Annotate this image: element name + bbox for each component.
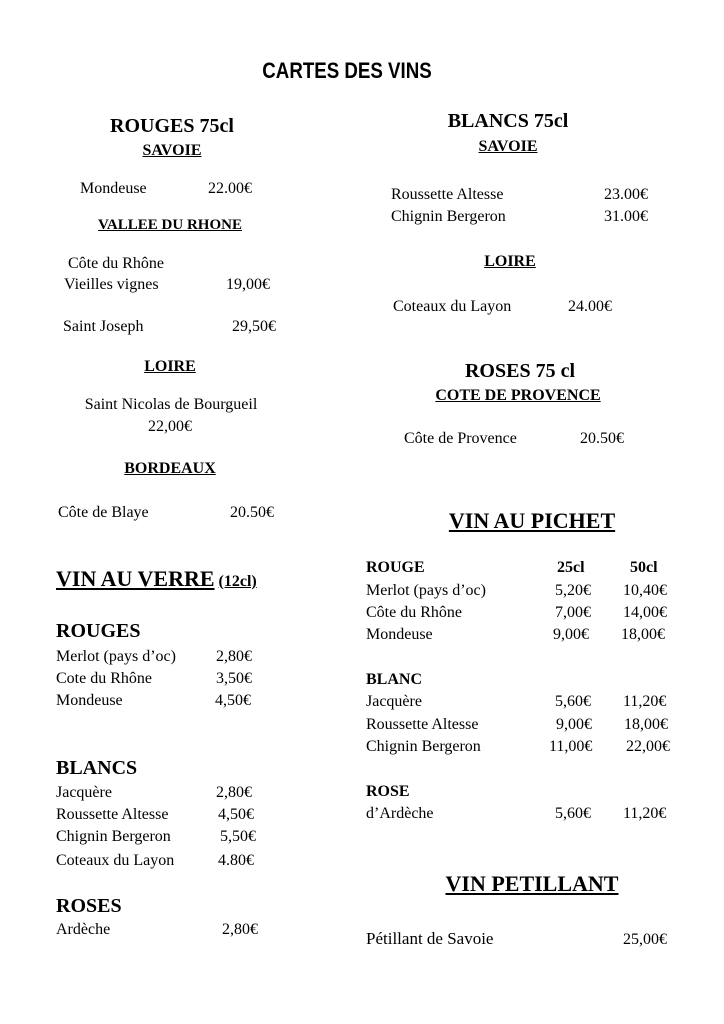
roussette-name: Roussette Altesse [391,186,504,203]
pichet-rose-0-p50: 11,20€ [623,805,667,822]
pichet-blanc-0-name: Jacquère [366,693,422,710]
petillant-price: 25,00€ [623,931,667,948]
pichet-blanc-heading: BLANC [366,671,423,688]
layon-name: Coteaux du Layon [393,298,512,315]
pichet-rouge-2-p25: 9,00€ [553,626,589,643]
rouges-savoie-heading: SAVOIE [142,142,202,159]
pichet-rouge-2-p50: 18,00€ [621,626,665,643]
verre-rouge-1-name: Cote du Rhône [56,670,152,687]
pichet-blanc-2-p25: 11,00€ [549,738,593,755]
verre-blanc-1-price: 4,50€ [218,806,254,823]
cdr-price: 19,00€ [226,276,270,293]
roses-75-header: ROSES 75 cl [464,360,576,382]
pichet-rouge-1-p25: 7,00€ [555,604,591,621]
pichet-blanc-1-p25: 9,00€ [556,716,592,733]
pichet-blanc-0-p25: 5,60€ [555,693,591,710]
verre-rouges-heading: ROUGES [56,620,141,642]
stjoseph-name: Saint Joseph [63,318,144,335]
verre-blanc-0-name: Jacquère [56,784,112,801]
mondeuse-price: 22.00€ [208,180,252,197]
pichet-blanc-2-name: Chignin Bergeron [366,738,481,755]
provence-price: 20.50€ [580,430,624,447]
verre-rouge-2-name: Mondeuse [56,692,123,709]
stnicolas-name: Saint Nicolas de Bourgueil [84,396,258,413]
petillant-header: VIN PETILLANT [445,871,619,896]
verre-blanc-1-name: Roussette Altesse [56,806,169,823]
pichet-rouge-1-name: Côte du Rhône [366,604,462,621]
blancs-loire-heading: LOIRE [484,253,536,270]
pichet-col-25cl: 25cl [557,559,585,576]
rhone-heading: VALLEE DU RHONE [98,217,242,233]
verre-rouge-0-price: 2,80€ [216,648,252,665]
verre-blanc-0-price: 2,80€ [216,784,252,801]
pichet-header: VIN AU PICHET [448,508,616,533]
verre-blanc-2-name: Chignin Bergeron [56,828,171,845]
verre-blanc-2-price: 5,50€ [220,828,256,845]
stnicolas-price: 22,00€ [148,418,192,435]
pichet-rouge-0-p50: 10,40€ [623,582,667,599]
roussette-price: 23.00€ [604,186,648,203]
mondeuse-name: Mondeuse [80,180,147,197]
bordeaux-heading: BORDEAUX [124,460,216,477]
rouges-loire-heading: LOIRE [144,358,196,375]
verre-header [56,566,257,592]
page-title: CARTES DES VINS [262,58,432,83]
pichet-blanc-0-p50: 11,20€ [623,693,667,710]
verre-blanc-3-name: Coteaux du Layon [56,852,175,869]
pichet-rouge-heading: ROUGE [366,559,425,576]
chignin-name: Chignin Bergeron [391,208,506,225]
pichet-col-50cl: 50cl [630,559,658,576]
verre-rouge-0-name: Merlot (pays d’oc) [56,648,176,665]
stjoseph-price: 29,50€ [232,318,276,335]
pichet-rouge-2-name: Mondeuse [366,626,433,643]
blaye-name: Côte de Blaye [58,504,149,521]
pichet-rouge-0-p25: 5,20€ [555,582,591,599]
provence-heading: COTE DE PROVENCE [435,387,601,404]
blancs-75-header: BLANCS 75cl [447,110,569,132]
pichet-rouge-0-name: Merlot (pays d’oc) [366,582,486,599]
pichet-rouge-1-p50: 14,00€ [623,604,667,621]
verre-roses-heading: ROSES [56,895,122,917]
petillant-name: Pétillant de Savoie [366,929,494,948]
blancs-savoie-heading: SAVOIE [478,138,538,155]
chignin-price: 31.00€ [604,208,648,225]
provence-name: Côte de Provence [404,430,517,447]
verre-rose-0-price: 2,80€ [222,921,258,938]
verre-rose-0-name: Ardèche [56,921,111,938]
verre-header-label: VIN AU VERRE [56,566,215,591]
verre-rouge-1-price: 3,50€ [216,670,252,687]
pichet-rose-0-p25: 5,60€ [555,805,591,822]
rouges-75-header: ROUGES 75cl [110,115,234,137]
verre-blancs-heading: BLANCS [56,757,138,779]
cdr-line1: Côte du Rhône [68,255,164,272]
pichet-rose-heading: ROSE [366,783,410,800]
blaye-price: 20.50€ [230,504,274,521]
layon-price: 24.00€ [568,298,612,315]
verre-blanc-3-price: 4.80€ [218,852,254,869]
cdr-line2: Vieilles vignes [64,276,159,293]
pichet-blanc-1-p50: 18,00€ [624,716,668,733]
verre-rouge-2-price: 4,50€ [215,692,251,709]
verre-header-suffix: (12cl) [218,573,257,590]
pichet-blanc-1-name: Roussette Altesse [366,716,479,733]
pichet-blanc-2-p50: 22,00€ [626,738,670,755]
pichet-rose-0-name: d’Ardèche [366,805,434,822]
